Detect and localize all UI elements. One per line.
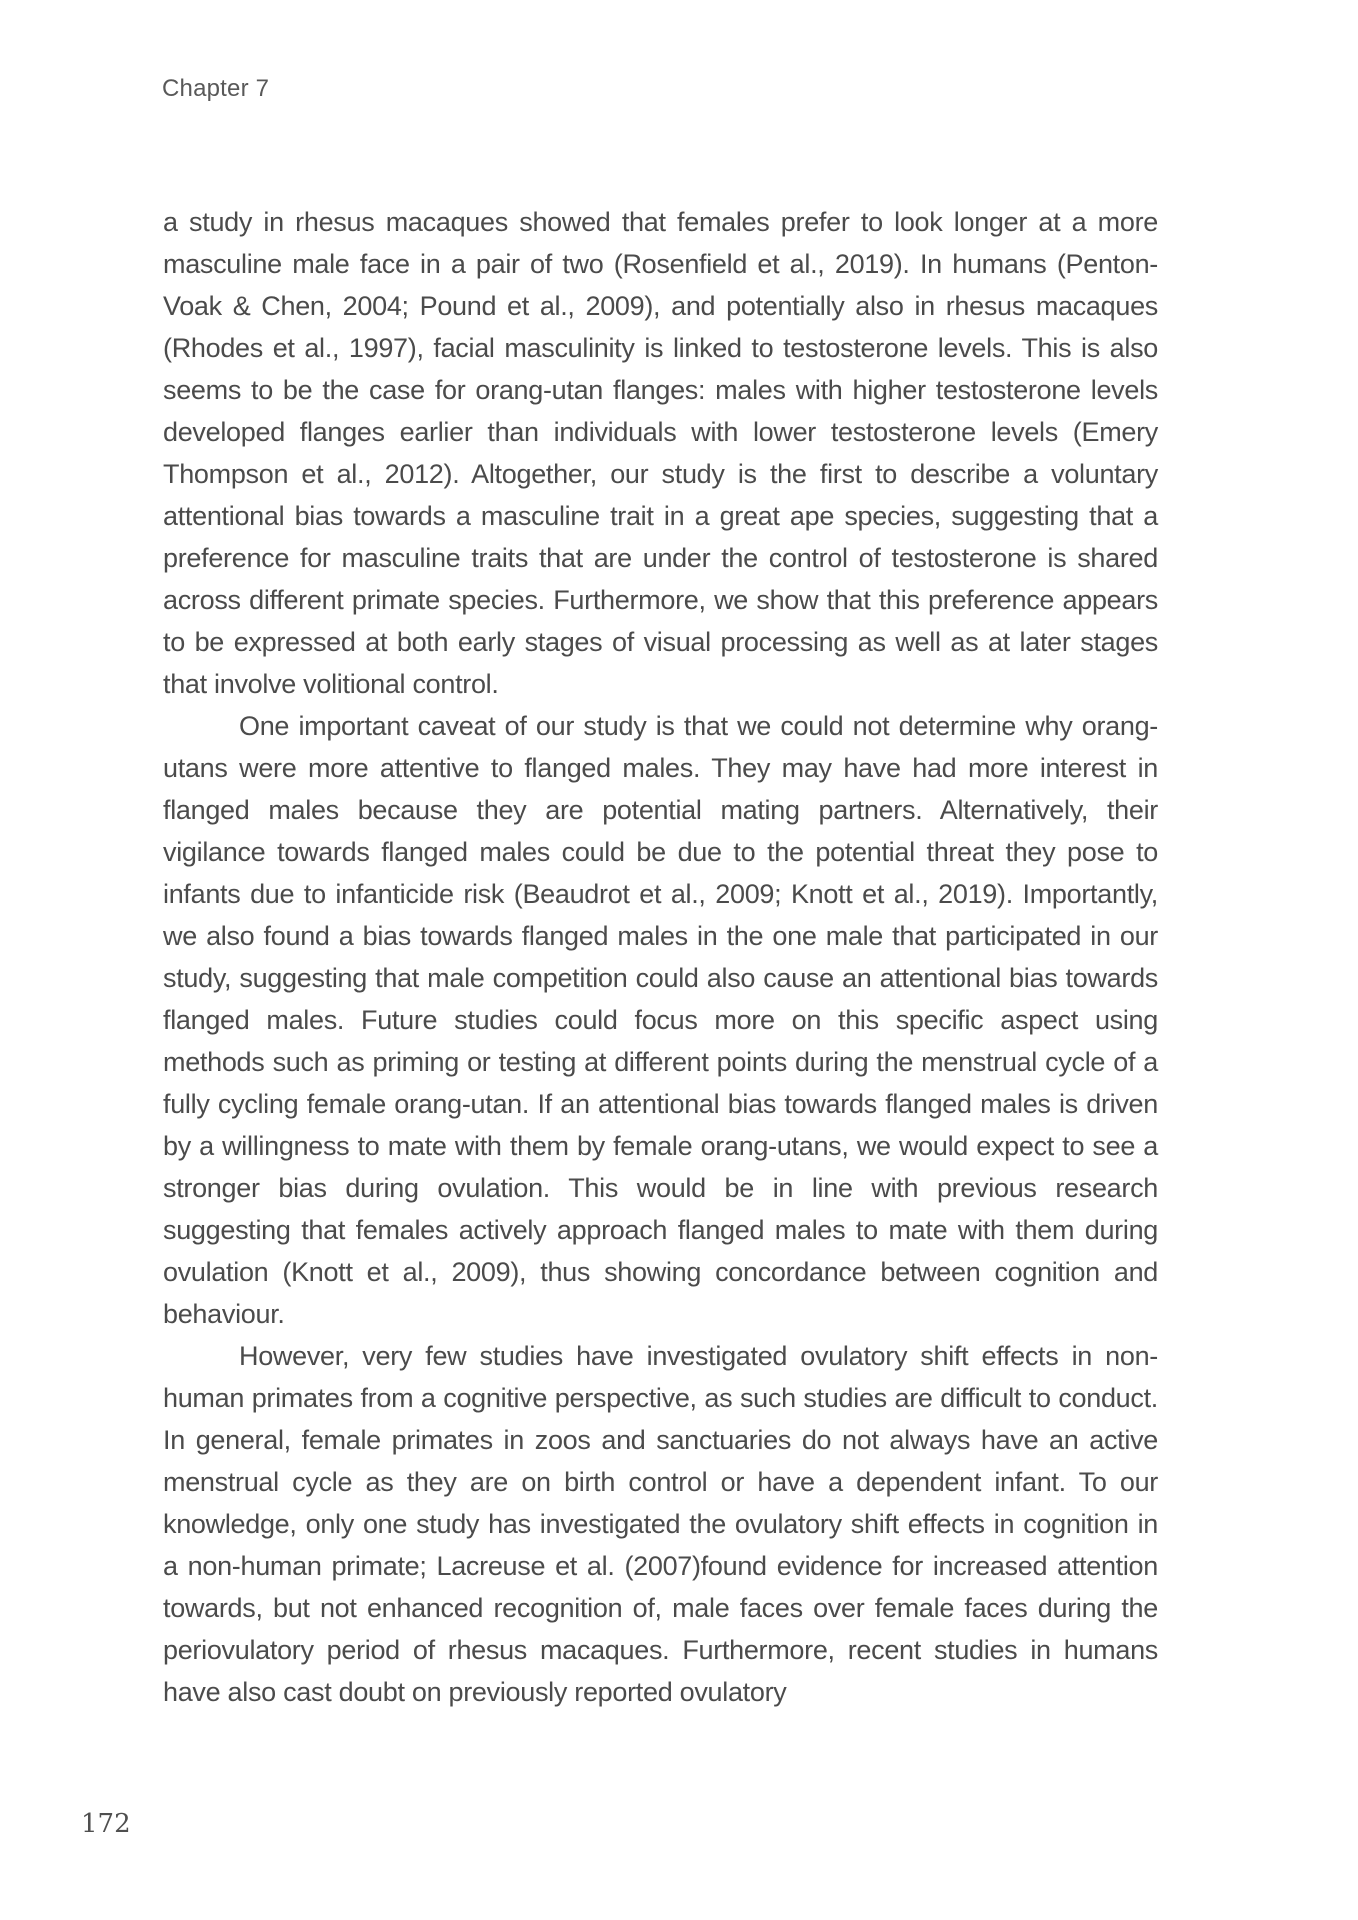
page-body-text (163, 201, 1158, 1713)
paragraph-3: However, very few studies have investigated ovulatory shift effects in non-human primates from a cognitive perspective, as such studies are difficult to conduct. In general, female primates in zoos and sanctuaries do not always have an active menstrual cycle as they are on birth control or have a dependent infant. To our knowledge, only one study has investigated the ovulatory shift effects in cognition in a non-human primate; Lacreuse et al. (2007)found evidence for increased attention towards, but not enhanced recognition of, male faces over female faces during the periovulatory period of rhesus macaques. Furthermore, recent studies in humans have also cast doubt on previously reported ovulatory (163, 1341, 1158, 1707)
chapter-running-header: Chapter 7 (162, 75, 270, 102)
paragraph-1: a study in rhesus macaques showed that females prefer to look longer at a more masculine male face in a pair of two (Rosenfield et al., 2019). In humans (Penton-Voak & Chen, 2004; Pound et al., 2009), and potentially also in rhesus macaques (Rhodes et al., 1997), facial masculinity is linked to testosterone levels. This is also seems to be the case for orang-utan flanges: males with higher testosterone levels developed flanges earlier than individuals with lower testosterone levels (Emery Thompson et al., 2012). Altogether, our study is the first to describe a voluntary attentional bias towards a masculine trait in a great ape species, suggesting that a preference for masculine traits that are under the control of testosterone is shared across different primate species. Furthermore, we show that this preference appears to be expressed at both early stages of visual processing as well as at later stages that involve volitional control. (163, 207, 1158, 699)
page-number: 172 (81, 1809, 131, 1839)
paragraph-2: One important caveat of our study is that we could not determine why orang-utans were more attentive to flanged males. They may have had more interest in flanged males because they are potential mating partners. Alternatively, their vigilance towards flanged males could be due to the potential threat they pose to infants due to infanticide risk (Beaudrot et al., 2009; Knott et al., 2019). Importantly, we also found a bias towards flanged males in the one male that participated in our study, suggesting that male competition could also cause an attentional bias towards flanged males. Future studies could focus more on this specific aspect using methods such as priming or testing at different points during the menstrual cycle of a fully cycling female orang-utan. If an attentional bias towards flanged males is driven by a willingness to mate with them by female orang-utans, we would expect to see a stronger bias during ovulation. This would be in line with previous research suggesting that females actively approach flanged males to mate with them during ovulation (Knott et al., 2009), thus showing concordance between cognition and behaviour. (163, 711, 1158, 1329)
